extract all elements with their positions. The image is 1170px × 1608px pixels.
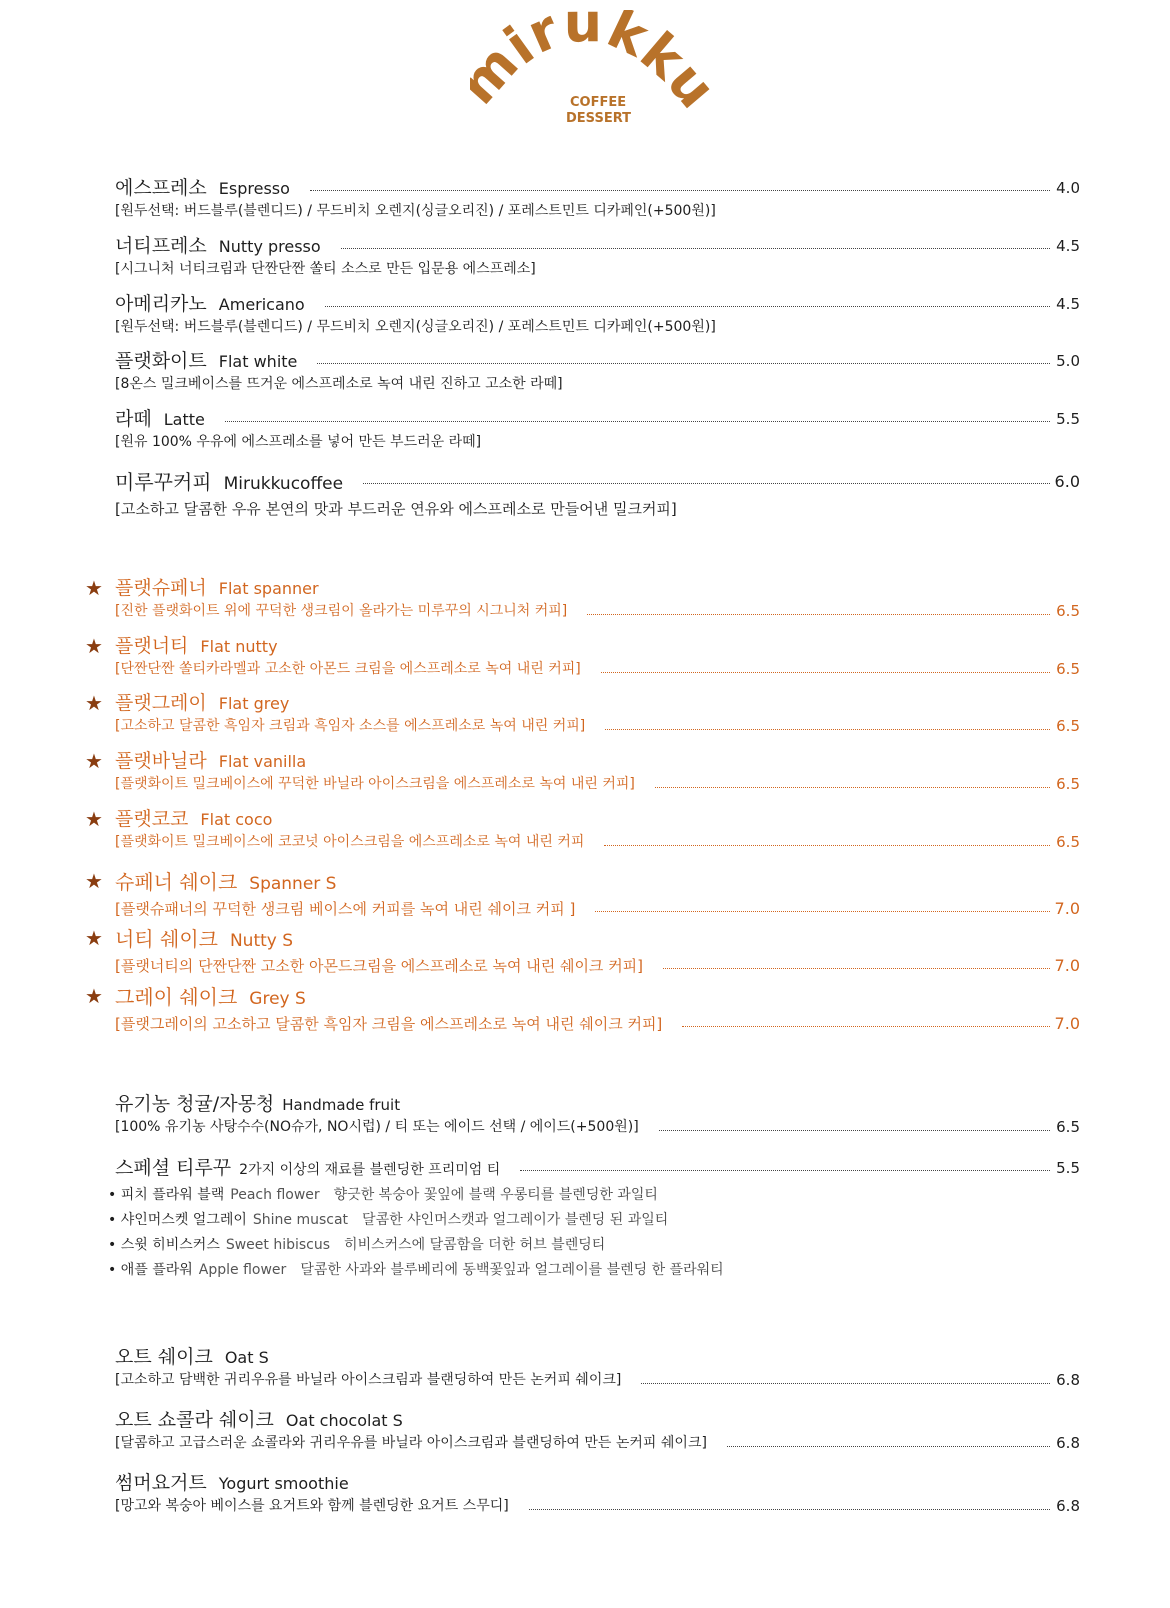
item-name-ko: 플랫바닐라 xyxy=(115,750,207,772)
item-name-ko: 플랫너티 xyxy=(115,635,189,657)
item-name-ko: 너티프레소 xyxy=(115,235,207,257)
tea-name-ko: 애플 플라워 xyxy=(120,1262,193,1278)
item-price: 6.5 xyxy=(1056,775,1080,793)
item-price: 5.5 xyxy=(1056,1159,1080,1177)
menu-item-americano xyxy=(115,293,1080,337)
menu-item-espresso xyxy=(115,177,1080,221)
item-name-ko: 스페셜 티루꾸 xyxy=(115,1157,232,1179)
dot-leader xyxy=(601,672,1050,673)
dot-leader xyxy=(682,1026,1050,1027)
item-description: [진한 플랫화이트 위에 꾸덕한 생크림이 올라가는 미루꾸의 시그니처 커피] xyxy=(115,603,568,619)
menu-item-special-tea xyxy=(115,1157,1080,1179)
item-description: [100% 유기농 사탕수수(NO슈가, NO시럽) / 티 또는 에이드 선택 / 에이드(+500원)] xyxy=(115,1119,639,1135)
dot-leader xyxy=(659,1130,1050,1131)
menu-item-flat-grey xyxy=(85,691,1080,736)
item-name-ko: 슈페너 쉐이크 xyxy=(115,870,238,894)
item-description: [시그니처 너티크림과 단짠단짠 쏠티 소스로 만든 입문용 에스프레소] xyxy=(115,261,536,277)
dot-leader xyxy=(595,911,1050,912)
star-icon: ★ xyxy=(85,807,103,831)
item-name-en: Nutty S xyxy=(229,931,294,951)
item-name-en: Americano xyxy=(218,295,305,314)
logo-coffee: COFFEE xyxy=(570,95,627,110)
list-item xyxy=(108,1258,724,1283)
item-name-en: Spanner S xyxy=(249,874,337,894)
logo-graphic xyxy=(470,10,710,150)
item-name-ko: 미루꾸커피 xyxy=(115,470,212,494)
item-name-ko: 오트 쇼콜라 쉐이크 xyxy=(115,1409,274,1431)
logo-dessert: DESSERT xyxy=(566,111,631,126)
item-name-ko: 오트 쉐이크 xyxy=(115,1346,213,1368)
item-name-en: Yogurt smoothie xyxy=(218,1474,349,1493)
menu-item-handmade-fruit xyxy=(115,1093,1080,1137)
menu-item-flat-spanner xyxy=(85,576,1080,621)
menu-item-flat-vanilla xyxy=(85,749,1080,794)
item-price: 4.5 xyxy=(1056,295,1080,313)
dot-leader xyxy=(605,729,1050,730)
dot-leader xyxy=(325,306,1050,307)
dot-leader xyxy=(587,614,1050,615)
dot-leader xyxy=(663,968,1050,969)
star-icon: ★ xyxy=(85,749,103,773)
item-price: 7.0 xyxy=(1054,956,1080,975)
item-description: [고소하고 달콤한 우유 본연의 맛과 부드러운 연유와 에스프레소로 만들어낸 밀크커피] xyxy=(115,500,677,518)
tea-name-ko: 샤인머스켓 얼그레이 xyxy=(120,1212,247,1228)
item-price: 4.0 xyxy=(1056,179,1080,197)
item-description: [망고와 복숭아 베이스를 요거트와 함께 블렌딩한 요거트 스무디] xyxy=(115,1498,509,1514)
item-name-en: Oat chocolat S xyxy=(285,1411,403,1430)
dot-leader xyxy=(341,248,1050,249)
logo-brand: irukk xyxy=(493,10,698,93)
tea-description: 달콤한 사과와 블루베리에 동백꽃잎과 얼그레이를 블렌딩 한 플라워티 xyxy=(300,1262,724,1278)
menu-item-flat-white xyxy=(115,350,1080,394)
item-price: 6.8 xyxy=(1056,1434,1080,1452)
tea-description: 히비스커스에 달콤함을 더한 허브 블렌딩티 xyxy=(344,1237,606,1253)
dot-leader xyxy=(655,787,1050,788)
item-name-ko: 너티 쉐이크 xyxy=(115,927,218,951)
item-price: 7.0 xyxy=(1054,899,1080,918)
dot-leader xyxy=(520,1170,1050,1171)
item-description: [원두선택: 버드블루(블렌디드) / 무드비치 오렌지(싱글오리진) / 포레스트민트 디카페인(+500원)] xyxy=(115,203,716,219)
dot-leader xyxy=(641,1383,1050,1384)
menu-item-oat-chocolat-shake xyxy=(115,1409,1080,1453)
item-description: [원유 100% 우유에 에스프레소를 넣어 만든 부드러운 라떼] xyxy=(115,434,482,450)
item-price: 6.8 xyxy=(1056,1371,1080,1389)
item-name-en: Latte xyxy=(163,410,205,429)
item-name-ko: 플랫그레이 xyxy=(115,692,207,714)
bullet-icon: • xyxy=(108,1187,117,1203)
star-icon: ★ xyxy=(85,691,103,715)
dot-leader xyxy=(310,190,1050,191)
item-price: 6.5 xyxy=(1056,717,1080,735)
item-description: [8온스 밀크베이스를 뜨거운 에스프레소로 녹여 내린 진하고 고소한 라떼] xyxy=(115,376,563,392)
tea-name-ko: 피치 플라워 블랙 xyxy=(120,1187,225,1203)
item-price: 6.5 xyxy=(1056,602,1080,620)
item-description: [단짠단짠 쏠티카라멜과 고소한 아몬드 크림을 에스프레소로 녹여 내린 커피] xyxy=(115,661,581,677)
star-icon: ★ xyxy=(85,634,103,658)
item-description: [고소하고 담백한 귀리우유를 바닐라 아이스크림과 블랜딩하여 만든 논커피 쉐이크] xyxy=(115,1372,622,1388)
item-name-en: Flat nutty xyxy=(200,637,278,656)
tea-name-ko: 스윗 히비스커스 xyxy=(120,1237,220,1253)
item-name-en: Grey S xyxy=(249,989,306,1009)
dot-leader xyxy=(225,421,1050,422)
item-name-ko: 에스프레소 xyxy=(115,177,207,199)
list-item xyxy=(108,1233,724,1258)
item-description: [플랫화이트 밀크베이스에 꾸덕한 바닐라 아이스크림을 에스프레소로 녹여 내린 커피] xyxy=(115,776,635,792)
tea-name-en: Apple flower xyxy=(198,1262,287,1278)
item-description: [플랫너티의 단짠단짠 고소한 아몬드크림을 에스프레소로 녹여 내린 쉐이크 커피] xyxy=(115,957,644,975)
item-price: 6.8 xyxy=(1056,1497,1080,1515)
item-description: [고소하고 달콤한 흑임자 크림과 흑임자 소스를 에스프레소로 녹여 내린 커피] xyxy=(115,718,586,734)
item-name-en: Flat spanner xyxy=(218,579,319,598)
item-name-ko: 플랫슈페너 xyxy=(115,577,207,599)
item-price: 5.0 xyxy=(1056,352,1080,370)
item-name-en: Handmade fruit xyxy=(282,1096,401,1114)
item-name-ko: 유기농 청귤/자몽청 xyxy=(115,1093,275,1115)
bullet-icon: • xyxy=(108,1262,117,1278)
item-description: [플랫슈패너의 꾸덕한 생크림 베이스에 커피를 녹여 내린 쉐이크 커피 ] xyxy=(115,900,576,918)
tea-name-en: Peach flower xyxy=(230,1187,320,1203)
item-name-en: Espresso xyxy=(218,179,290,198)
tea-description: 향긋한 복숭아 꽃잎에 블랙 우롱티를 블렌딩한 과일티 xyxy=(333,1187,658,1203)
bullet-icon: • xyxy=(108,1237,117,1253)
bullet-icon: • xyxy=(108,1212,117,1228)
item-name-ko: 플랫코코 xyxy=(115,808,189,830)
star-icon: ★ xyxy=(85,926,103,950)
menu-item-yogurt-smoothie xyxy=(115,1472,1080,1516)
item-name-ko: 라떼 xyxy=(115,408,152,430)
item-name-ko: 아메리카노 xyxy=(115,293,207,315)
mirukku-logo xyxy=(470,10,710,150)
item-description: [플랫화이트 밀크베이스에 코코넛 아이스크림을 에스프레소로 녹여 내린 커피 xyxy=(115,834,585,850)
tea-name-en: Sweet hibiscus xyxy=(225,1237,331,1253)
item-name-en: Flat coco xyxy=(200,810,273,829)
list-item xyxy=(108,1183,724,1208)
dot-leader xyxy=(529,1509,1050,1510)
tea-description: 달콤한 샤인머스캣과 얼그레이가 블렌딩 된 과일티 xyxy=(362,1212,669,1228)
star-icon: ★ xyxy=(85,869,103,893)
list-item xyxy=(108,1208,724,1233)
star-icon: ★ xyxy=(85,576,103,600)
menu-item-grey-shake xyxy=(85,984,1080,1035)
item-description: [원두선택: 버드블루(블렌디드) / 무드비치 오렌지(싱글오리진) / 포레스트민트 디카페인(+500원)] xyxy=(115,319,716,335)
tea-blend-list xyxy=(108,1183,724,1283)
item-name-en: Nutty presso xyxy=(218,237,321,256)
item-name-ko: 썸머요거트 xyxy=(115,1472,207,1494)
item-name-ko: 그레이 쉐이크 xyxy=(115,985,238,1009)
item-name-ko: 플랫화이트 xyxy=(115,350,207,372)
item-name-en: Mirukkucoffee xyxy=(223,474,344,494)
item-price: 6.5 xyxy=(1056,1118,1080,1136)
menu-item-oat-shake xyxy=(115,1346,1080,1390)
menu-item-spanner-shake xyxy=(85,869,1080,920)
menu-item-nutty-shake xyxy=(85,926,1080,977)
item-price: 4.5 xyxy=(1056,237,1080,255)
item-price: 6.0 xyxy=(1054,472,1080,491)
item-price: 6.5 xyxy=(1056,660,1080,678)
dot-leader xyxy=(727,1446,1050,1447)
item-description: [플랫그레이의 고소하고 달콤한 흑임자 크림을 에스프레소로 녹여 내린 쉐이크 커피] xyxy=(115,1015,663,1033)
menu-item-flat-nutty xyxy=(85,634,1080,679)
item-price: 7.0 xyxy=(1054,1014,1080,1033)
item-price: 6.5 xyxy=(1056,833,1080,851)
menu-item-latte xyxy=(115,408,1080,452)
tea-name-en: Shine muscat xyxy=(252,1212,349,1228)
menu-item-flat-coco xyxy=(85,807,1080,852)
item-subtitle: 2가지 이상의 재료를 블렌딩한 프리미엄 티 xyxy=(239,1162,501,1178)
item-name-en: Oat S xyxy=(224,1348,269,1367)
item-name-en: Flat white xyxy=(218,352,298,371)
item-description: [달콤하고 고급스러운 쇼콜라와 귀리우유를 바닐라 아이스크림과 블랜딩하여 만든 논커피 쉐이크] xyxy=(115,1435,707,1451)
item-name-en: Flat grey xyxy=(218,694,290,713)
item-price: 5.5 xyxy=(1056,410,1080,428)
item-name-en: Flat vanilla xyxy=(218,752,307,771)
menu-item-mirukkucoffee xyxy=(115,470,1080,520)
dot-leader xyxy=(604,845,1050,846)
menu-item-nutty-presso xyxy=(115,235,1080,279)
dot-leader xyxy=(363,483,1050,484)
dot-leader xyxy=(317,363,1050,364)
star-icon: ★ xyxy=(85,984,103,1008)
